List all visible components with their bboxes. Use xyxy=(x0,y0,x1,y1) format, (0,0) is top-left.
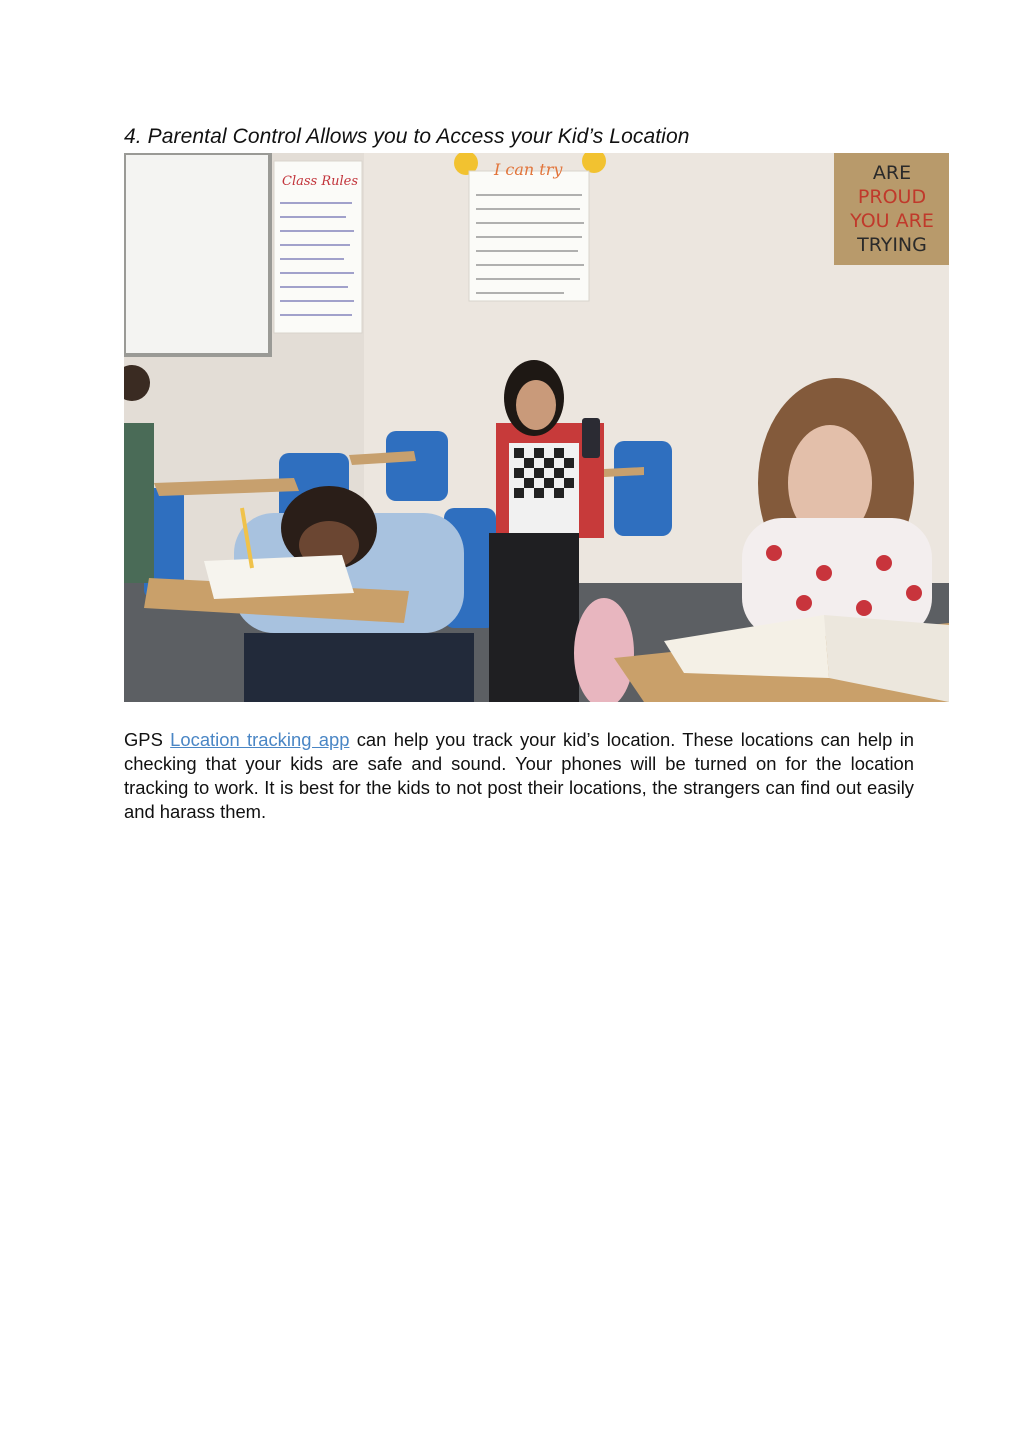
sign-line-4: TRYING xyxy=(857,234,927,256)
paragraph-prefix: GPS xyxy=(124,729,171,750)
body-paragraph xyxy=(124,728,914,824)
section-heading: 4. Parental Control Allows you to Access your Kid’s Location xyxy=(124,125,690,148)
paragraph-body: can help you track your kid’s location. These locations can help in checking that your kids are safe and sound. Your phones will be turned on for the location tracking to work. It is best for the kids to not post their locations, the strangers can find out easily and harass them. xyxy=(124,729,915,822)
sign-line-3: YOU ARE xyxy=(850,210,934,232)
classroom-illustration xyxy=(124,153,949,702)
poster-center-title: I can try xyxy=(494,160,563,179)
location-tracking-link[interactable]: Location tracking app xyxy=(170,729,350,750)
classroom-photo xyxy=(124,153,949,702)
sign-line-1: ARE xyxy=(872,162,912,184)
sign-line-2: PROUD xyxy=(857,186,927,208)
poster-left-title: Class Rules xyxy=(282,174,359,189)
